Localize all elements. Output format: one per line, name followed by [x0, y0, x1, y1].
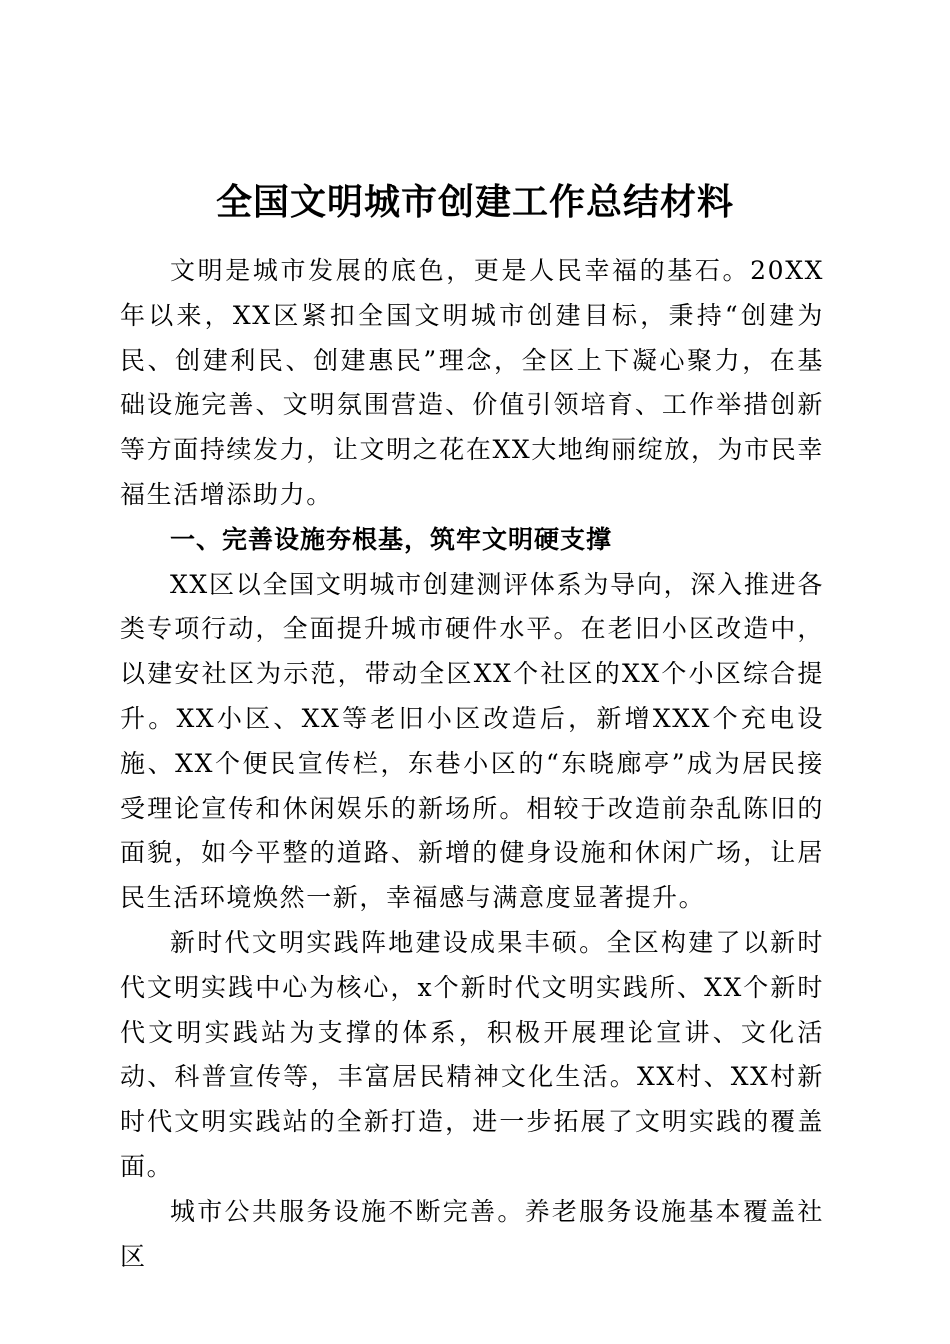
intro-paragraph: 文明是城市发展的底色，更是人民幸福的基石。20XX年以来，XX区紧扣全国文明城市创建目标，秉持“创建为民、创建利民、创建惠民”理念，全区上下凝心聚力，在基础设施完善、文明氛围营造、价值引领培育、工作举措创新等方面持续发力，让文明之花在XX大地绚丽绽放，为市民幸福生活增添助力。: [120, 256, 824, 509]
section-heading-1: 一、完善设施夯根基，筑牢文明硬支撑: [170, 524, 613, 554]
document-title: 全国文明城市创建工作总结材料: [215, 181, 734, 223]
section1-paragraph-3: 城市公共服务设施不断完善。养老服务设施基本覆盖社区: [120, 1196, 824, 1271]
section1-paragraph-2: 新时代文明实践阵地建设成果丰硕。全区构建了以新时代文明实践中心为核心，x个新时代文明实践所、XX个新时代文明实践站为支撑的体系，积极开展理论宣讲、文化活动、科普宣传等，丰富居民精神文化生活。XX村、XX村新时代文明实践站的全新打造，进一步拓展了文明实践的覆盖面。: [120, 927, 824, 1181]
document-body: [120, 249, 824, 1279]
section1-paragraph-1: XX区以全国文明城市创建测评体系为导向，深入推进各类专项行动，全面提升城市硬件水平。在老旧小区改造中，以建安社区为示范，带动全区XX个社区的XX个小区综合提升。XX小区、XX等老旧小区改造后，新增XXX个充电设施、XX个便民宣传栏，东巷小区的“东晓廊亭”成为居民接受理论宣传和休闲娱乐的新场所。相较于改造前杂乱陈旧的面貌，如今平整的道路、新增的健身设施和休闲广场，让居民生活环境焕然一新，幸福感与满意度显著提升。: [120, 569, 824, 913]
